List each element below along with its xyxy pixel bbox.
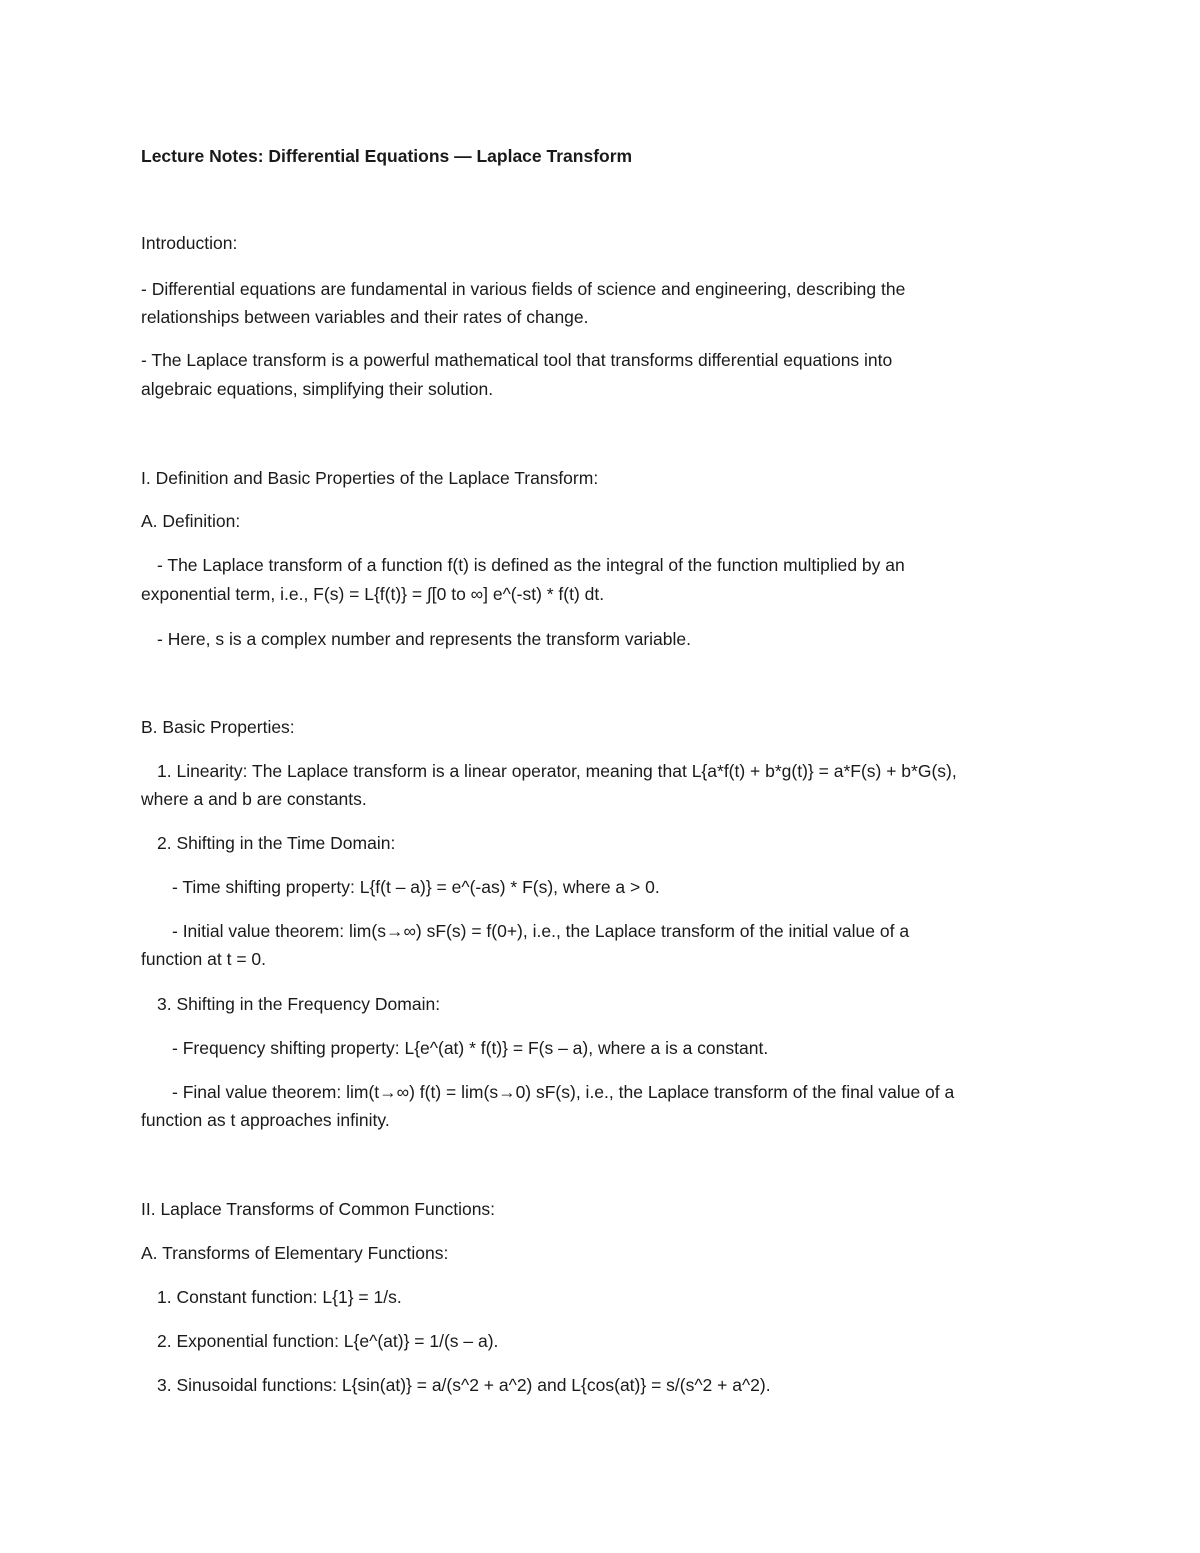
- exponential-function-item: 2. Exponential function: L{e^(at)} = 1/(s – a).: [157, 1331, 499, 1351]
- initial-value-theorem-line-1: - Initial value theorem: lim(s→∞) sF(s) = f(0+), i.e., the Laplace transform of the initial value of a: [172, 921, 910, 941]
- section-1-heading: I. Definition and Basic Properties of the Laplace Transform:: [141, 468, 599, 488]
- section-2-heading: II. Laplace Transforms of Common Functions:: [141, 1199, 496, 1219]
- definition-paragraph-1-line-2: exponential term, i.e., F(s) = L{f(t)} = ∫[0 to ∞] e^(-st) * f(t) dt.: [141, 584, 605, 604]
- frequency-domain-heading: 3. Shifting in the Frequency Domain:: [157, 994, 441, 1014]
- time-domain-heading: 2. Shifting in the Time Domain:: [157, 833, 396, 853]
- linearity-line-1: 1. Linearity: The Laplace transform is a linear operator, meaning that L{a*f(t) + b*g(t)} = a*F(s) + b*G(s),: [157, 761, 957, 781]
- final-value-theorem-line-2: function as t approaches infinity.: [141, 1110, 390, 1130]
- definition-paragraph-1-line-1: - The Laplace transform of a function f(t) is defined as the integral of the function multiplied by an: [157, 555, 905, 575]
- elementary-functions-heading: A. Transforms of Elementary Functions:: [141, 1243, 449, 1263]
- definition-heading: A. Definition:: [141, 511, 241, 531]
- intro-paragraph-2-line-1: - The Laplace transform is a powerful mathematical tool that transforms differential equations into: [141, 350, 893, 370]
- final-value-theorem-line-1: - Final value theorem: lim(t→∞) f(t) = lim(s→0) sF(s), i.e., the Laplace transform of the final value of a: [172, 1082, 955, 1102]
- initial-value-theorem-line-2: function at t = 0.: [141, 949, 267, 969]
- intro-paragraph-1-line-1: - Differential equations are fundamental in various fields of science and engineering, describing the: [141, 279, 906, 299]
- intro-paragraph-2-line-2: algebraic equations, simplifying their solution.: [141, 379, 494, 399]
- time-shifting-property: - Time shifting property: L{f(t – a)} = e^(-as) * F(s), where a > 0.: [172, 877, 660, 897]
- basic-properties-heading: B. Basic Properties:: [141, 717, 295, 737]
- intro-heading: Introduction:: [141, 233, 238, 253]
- sinusoidal-functions-item: 3. Sinusoidal functions: L{sin(at)} = a/(s^2 + a^2) and L{cos(at)} = s/(s^2 + a^2).: [157, 1375, 771, 1395]
- intro-paragraph-1-line-2: relationships between variables and their rates of change.: [141, 307, 589, 327]
- page-title: Lecture Notes: Differential Equations — Laplace Transform: [141, 146, 633, 166]
- frequency-shifting-property: - Frequency shifting property: L{e^(at) * f(t)} = F(s – a), where a is a constant.: [172, 1038, 769, 1058]
- constant-function-item: 1. Constant function: L{1} = 1/s.: [157, 1287, 402, 1307]
- linearity-line-2: where a and b are constants.: [141, 789, 367, 809]
- definition-paragraph-2: - Here, s is a complex number and represents the transform variable.: [157, 629, 691, 649]
